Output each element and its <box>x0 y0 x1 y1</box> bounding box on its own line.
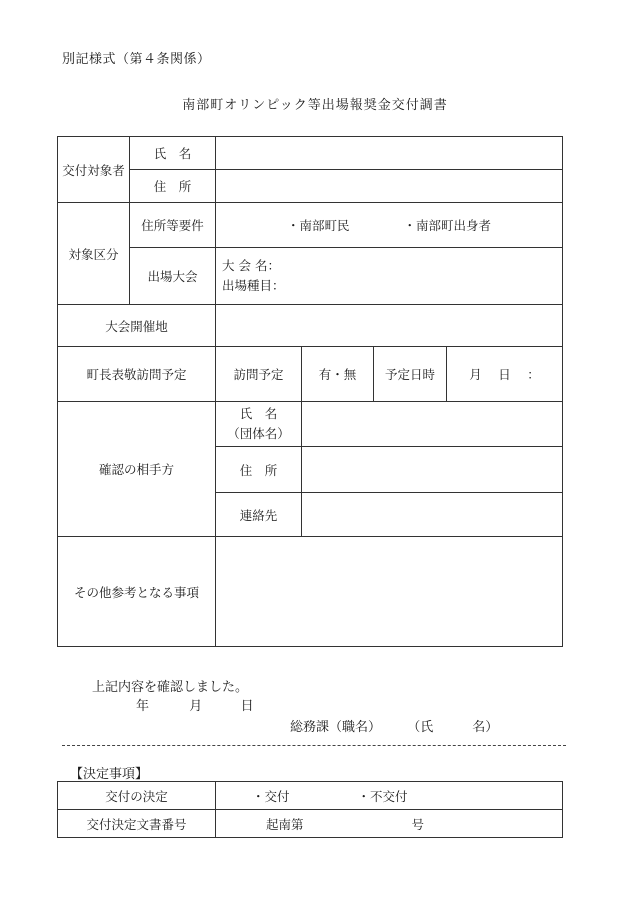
recipient-name-field[interactable] <box>216 137 563 170</box>
option-resident[interactable]: ・南部町民 <box>287 218 350 233</box>
contact-address-field[interactable] <box>302 447 563 493</box>
form-label: 別記様式（第４条関係） <box>62 52 211 67</box>
doc-number-field[interactable] <box>216 810 563 838</box>
contact-address-label: 住 所 <box>216 447 302 493</box>
meet-name-label: 大 会 名： <box>222 258 280 273</box>
contact-phone-label: 連絡先 <box>216 493 302 537</box>
grant-label: 交付の決定 <box>58 782 216 810</box>
confirmation-signature <box>290 716 498 735</box>
contact-name-label-line1: 氏 名 <box>239 406 278 421</box>
contact-header: 確認の相手方 <box>58 402 216 537</box>
residence-label: 住所等要件 <box>130 203 216 248</box>
option-no-grant[interactable]: ・不交付 <box>357 788 408 804</box>
grant-options <box>216 782 563 810</box>
other-field[interactable] <box>216 537 563 647</box>
venue-label: 大会開催地 <box>58 305 216 347</box>
confirmation-date <box>136 695 254 714</box>
doc-suffix: 号 <box>411 816 424 832</box>
document-title: 南部町オリンピック等出場報奨金交付調書 <box>182 98 448 113</box>
residence-options <box>216 203 563 248</box>
signature-name: （氏 名） <box>407 720 499 735</box>
visit-plan-value[interactable]: 有・無 <box>302 347 374 402</box>
option-native[interactable]: ・南部町出身者 <box>403 218 491 233</box>
contact-phone-field[interactable] <box>302 493 563 537</box>
visit-label: 町長表敬訪問予定 <box>58 347 216 402</box>
visit-date-value[interactable]: 月 日 ： <box>447 347 563 402</box>
event-label: 出場種目： <box>222 278 285 293</box>
date-day: 日 <box>240 699 254 714</box>
visit-date-label: 予定日時 <box>374 347 447 402</box>
doc-prefix: 起南第 <box>266 816 304 832</box>
contact-name-label <box>216 402 302 447</box>
category-header: 対象区分 <box>58 203 130 305</box>
recipient-name-label: 氏 名 <box>130 137 216 170</box>
contact-name-label-line2: （団体名） <box>227 426 290 441</box>
signature-dept: 総務課（職名） <box>290 720 382 735</box>
application-table <box>57 136 563 647</box>
option-grant[interactable]: ・交付 <box>252 788 290 804</box>
confirmation-text: 上記内容を確認しました。 <box>92 680 249 695</box>
competition-label: 出場大会 <box>130 248 216 305</box>
decision-table <box>57 781 563 838</box>
other-label: その他参考となる事項 <box>58 537 216 647</box>
decision-header: 【決定事項】 <box>70 767 149 782</box>
contact-name-field[interactable] <box>302 402 563 447</box>
venue-field[interactable] <box>216 305 563 347</box>
recipient-header: 交付対象者 <box>58 137 130 203</box>
date-month: 月 <box>189 699 203 714</box>
competition-field[interactable] <box>216 248 563 305</box>
doc-number-label: 交付決定文書番号 <box>58 810 216 838</box>
recipient-address-field[interactable] <box>216 170 563 203</box>
recipient-address-label: 住 所 <box>130 170 216 203</box>
cut-line <box>62 745 566 746</box>
visit-plan-label: 訪問予定 <box>216 347 302 402</box>
date-year: 年 <box>136 699 150 714</box>
